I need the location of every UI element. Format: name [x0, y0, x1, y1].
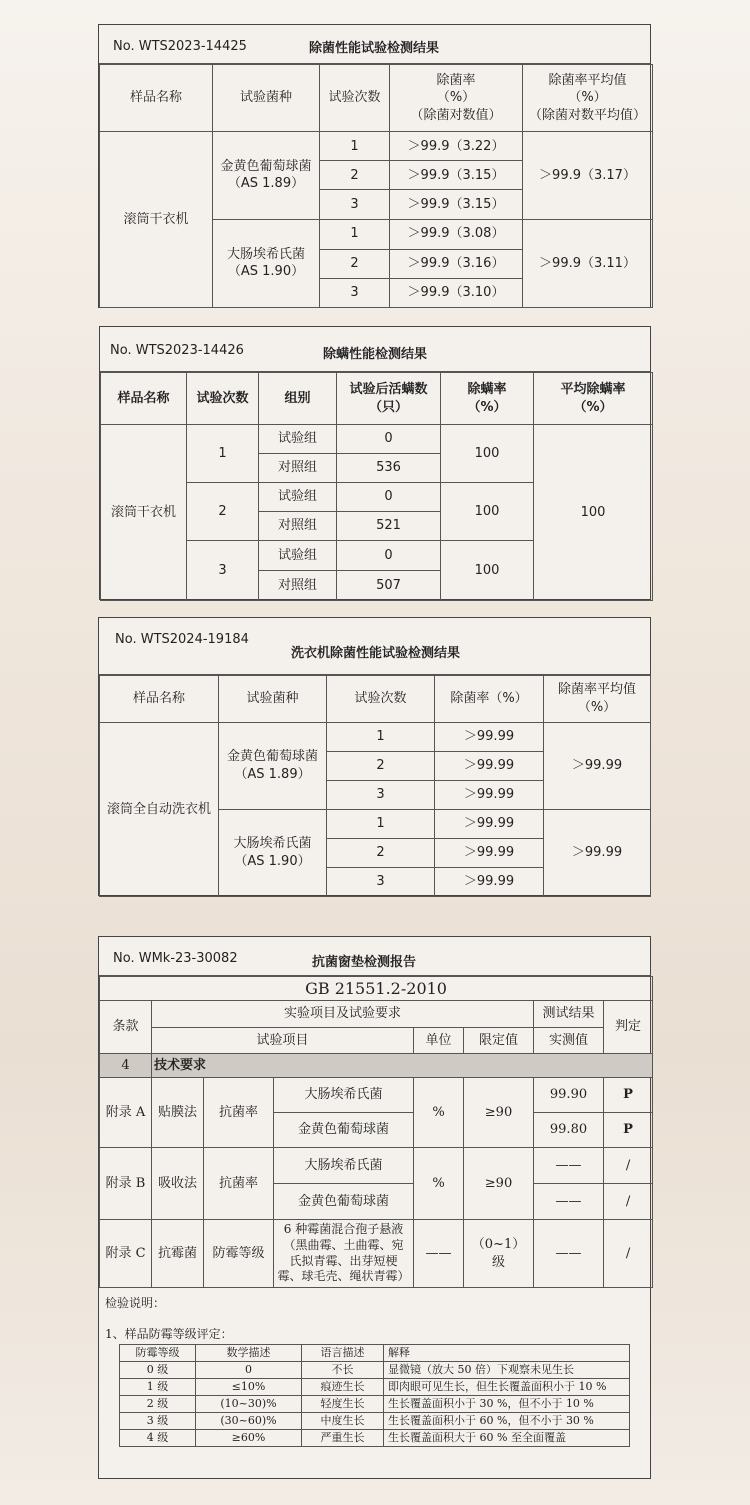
group-label: 试验组	[259, 425, 337, 454]
grade-header: 防霉等级	[120, 1345, 196, 1362]
judge-value: P	[604, 1113, 653, 1148]
limit: ≥90	[464, 1148, 534, 1220]
grade-num: 0	[196, 1362, 302, 1379]
trial-number: 2	[187, 483, 259, 541]
standard-table	[99, 976, 653, 1288]
sample-name: 滚筒干衣机	[100, 132, 213, 308]
report-header	[99, 937, 650, 976]
grade-num: (30~60)%	[196, 1413, 302, 1430]
trial-rate: 100	[441, 541, 534, 601]
trial-rate: ＞99.99	[435, 723, 544, 752]
strain-cell	[213, 219, 320, 307]
header-avg	[534, 373, 653, 425]
sample-name: 滚筒干衣机	[101, 425, 187, 601]
grade: 2 级	[120, 1396, 196, 1413]
appendix-item: 抗菌率	[204, 1078, 274, 1148]
grade-num: (10~30)%	[196, 1396, 302, 1413]
header-avg	[544, 676, 651, 723]
group-label: 对照组	[259, 512, 337, 541]
header-sample: 样品名称	[100, 65, 213, 132]
grade-lang: 轻度生长	[302, 1396, 384, 1413]
avg-rate: ＞99.99	[544, 810, 651, 897]
measured-value: 99.90	[534, 1078, 604, 1113]
grade-explain: 生长覆盖面积小于 30 %，但不小于 10 %	[384, 1396, 630, 1413]
appendix-name: 附录 C	[100, 1220, 152, 1288]
strain-name: 金黄色葡萄球菌	[220, 158, 312, 174]
strain-cell	[213, 132, 320, 219]
strain-cell	[219, 723, 327, 810]
report-antibacterial-window-seal	[98, 936, 651, 1479]
measured-value: 99.80	[534, 1113, 604, 1148]
trial-number: 1	[320, 219, 390, 249]
header-live-line2: （只）	[368, 399, 408, 415]
header-avg-line2: （%）	[573, 399, 613, 415]
report-number: No. WTS2024-19184	[115, 632, 249, 647]
header-rate-line2: （%）	[436, 90, 476, 106]
inspection-notes	[99, 1288, 650, 1447]
report-title: 除螨性能检测结果	[323, 347, 428, 362]
grade-lang: 严重生长	[302, 1430, 384, 1447]
section-number: 4	[100, 1054, 152, 1078]
report-title: 洗衣机除菌性能试验检测结果	[291, 646, 461, 661]
grade: 1 级	[120, 1379, 196, 1396]
header-rate	[441, 373, 534, 425]
grade-explain: 即肉眼可见生长，但生长覆盖面积小于 10 %	[384, 1379, 630, 1396]
trial-rate: ＞99.99	[435, 839, 544, 868]
trial-rate: 100	[441, 483, 534, 541]
trial-number: 2	[327, 752, 435, 781]
trial-rate: ＞99.9（3.16）	[390, 249, 523, 278]
trial-number: 1	[187, 425, 259, 483]
appendix-method: 抗霉菌	[152, 1220, 204, 1288]
trial-number: 2	[320, 249, 390, 278]
header-live	[337, 373, 441, 425]
grade-explain: 显微镜（放大 50 倍）下观察未见生长	[384, 1362, 630, 1379]
strain-name: 金黄色葡萄球菌	[274, 1184, 414, 1220]
strain-name: 大肠埃希氏菌	[233, 836, 312, 852]
results-table	[99, 675, 651, 897]
report-number: No. WMk-23-30082	[113, 951, 238, 966]
judge-value: P	[604, 1078, 653, 1113]
unit: ——	[414, 1220, 464, 1288]
mold-strains-line3: 氏拟青霉、出芽短梗	[289, 1253, 398, 1268]
live-count: 0	[337, 425, 441, 454]
header-avg-line1: 除菌率平均值	[557, 682, 636, 698]
measured-value: ——	[534, 1184, 604, 1220]
grade-header-lang: 语言描述	[302, 1345, 384, 1362]
report-title: 除菌性能试验检测结果	[309, 41, 440, 56]
header-avg	[523, 65, 653, 132]
avg-rate: ＞99.9（3.11）	[523, 219, 653, 307]
report-antimite-dryer	[99, 326, 651, 600]
strain-name: 大肠埃希氏菌	[274, 1148, 414, 1184]
standard-code: GB 21551.2-2010	[100, 977, 653, 1001]
header-sample: 样品名称	[100, 676, 219, 723]
trial-number: 3	[327, 868, 435, 897]
notes-title: 检验说明：	[105, 1296, 166, 1310]
grade-num: ≤10%	[196, 1379, 302, 1396]
unit: %	[414, 1078, 464, 1148]
header-unit: 单位	[414, 1028, 464, 1054]
report-number: No. WTS2023-14425	[113, 39, 247, 54]
header-strain: 试验菌种	[213, 65, 320, 132]
trial-number: 1	[327, 810, 435, 839]
header-measured: 实测值	[534, 1028, 604, 1054]
live-count: 536	[337, 454, 441, 483]
unit: %	[414, 1148, 464, 1220]
report-antibacterial-washer	[98, 617, 651, 896]
strain-name: 大肠埃希氏菌	[274, 1078, 414, 1113]
mold-strains-line4: 霉、球毛壳、绳状青霉）	[277, 1269, 410, 1284]
header-sample: 样品名称	[101, 373, 187, 425]
results-table	[100, 372, 653, 601]
mold-strains-line1: 6 种霉菌混合孢子悬液	[283, 1222, 404, 1237]
strain-name: 金黄色葡萄球菌	[226, 749, 318, 765]
strain-name: 金黄色葡萄球菌	[274, 1113, 414, 1148]
mold-grade-table	[119, 1344, 630, 1447]
trial-number: 2	[327, 839, 435, 868]
trial-number: 1	[320, 132, 390, 161]
grade-header-num: 数学描述	[196, 1345, 302, 1362]
report-number: No. WTS2023-14426	[110, 343, 244, 358]
header-rate-line3: （除菌对数值）	[410, 107, 502, 123]
notes-subtitle: 1、样品防霉等级评定：	[105, 1327, 233, 1341]
report-header	[100, 327, 650, 372]
strain-cell	[219, 810, 327, 897]
grade-explain: 生长覆盖面积小于 60 %，但不小于 30 %	[384, 1413, 630, 1430]
strain-code: （AS 1.90）	[227, 264, 305, 280]
trial-rate: 100	[441, 425, 534, 483]
appendix-item: 抗菌率	[204, 1148, 274, 1220]
sample-name: 滚筒全自动洗衣机	[100, 723, 219, 897]
header-rate: 除菌率（%）	[435, 676, 544, 723]
grade-lang: 痕迹生长	[302, 1379, 384, 1396]
trial-rate: ＞99.99	[435, 810, 544, 839]
header-avg-line3: （除菌对数平均值）	[528, 107, 646, 123]
appendix-method: 贴膜法	[152, 1078, 204, 1148]
strain-code: （AS 1.90）	[234, 854, 311, 869]
measured-value: ——	[534, 1148, 604, 1184]
grade-lang: 不长	[302, 1362, 384, 1379]
header-times: 试验次数	[320, 65, 390, 132]
report-header	[99, 25, 650, 64]
header-rate-line2: （%）	[467, 399, 507, 415]
trial-rate: ＞99.9（3.15）	[390, 190, 523, 219]
strain-code: （AS 1.89）	[234, 767, 311, 782]
grade-lang: 中度生长	[302, 1413, 384, 1430]
header-avg-line2: （%）	[568, 90, 607, 106]
avg-rate: ＞99.9（3.17）	[523, 132, 653, 219]
section-label: 技术要求	[152, 1054, 653, 1078]
trial-number: 3	[320, 278, 390, 307]
header-items-req: 实验项目及试验要求	[152, 1001, 534, 1028]
grade: 4 级	[120, 1430, 196, 1447]
header-group: 组别	[259, 373, 337, 425]
limit: （0~1）级	[464, 1220, 534, 1288]
header-clause: 条款	[100, 1001, 152, 1054]
live-count: 0	[337, 541, 441, 571]
avg-rate: 100	[534, 425, 653, 601]
header-rate-line1: 除菌率	[436, 72, 476, 88]
grade-header-explain: 解释	[384, 1345, 630, 1362]
trial-number: 2	[320, 161, 390, 190]
avg-rate: ＞99.99	[544, 723, 651, 810]
trial-number: 3	[187, 541, 259, 601]
judge-value: /	[604, 1148, 653, 1184]
live-count: 0	[337, 483, 441, 512]
group-label: 试验组	[259, 541, 337, 571]
report-header	[99, 618, 650, 675]
trial-rate: ＞99.9（3.10）	[390, 278, 523, 307]
header-rate-line1: 除螨率	[467, 381, 507, 397]
header-rate	[390, 65, 523, 132]
grade: 3 级	[120, 1413, 196, 1430]
live-count: 521	[337, 512, 441, 541]
trial-rate: ＞99.99	[435, 752, 544, 781]
header-live-line1: 试验后活螨数	[349, 381, 428, 397]
group-label: 对照组	[259, 454, 337, 483]
judge-value: /	[604, 1184, 653, 1220]
report-antibacterial-dryer	[98, 24, 651, 308]
report-title: 抗菌窗垫检测报告	[312, 955, 417, 970]
trial-rate: ＞99.9（3.22）	[390, 132, 523, 161]
measured-value: ——	[534, 1220, 604, 1288]
mold-strains	[274, 1220, 414, 1288]
header-strain: 试验菌种	[219, 676, 327, 723]
limit: ≥90	[464, 1078, 534, 1148]
live-count: 507	[337, 571, 441, 601]
appendix-method: 吸收法	[152, 1148, 204, 1220]
header-judge: 判定	[604, 1001, 653, 1054]
trial-number: 3	[327, 781, 435, 810]
header-result: 测试结果	[534, 1001, 604, 1028]
judge-value: /	[604, 1220, 653, 1288]
header-limit: 限定值	[464, 1028, 534, 1054]
appendix-item: 防霉等级	[204, 1220, 274, 1288]
strain-name: 大肠埃希氏菌	[226, 246, 305, 262]
trial-rate: ＞99.9（3.15）	[390, 161, 523, 190]
mold-strains-line2: （黑曲霉、土曲霉、宛	[283, 1237, 404, 1252]
trial-number: 1	[327, 723, 435, 752]
grade-explain: 生长覆盖面积大于 60 % 至全面覆盖	[384, 1430, 630, 1447]
results-table	[99, 64, 653, 308]
header-avg-line2: （%）	[577, 700, 617, 715]
header-item: 试验项目	[152, 1028, 414, 1054]
header-times: 试验次数	[187, 373, 259, 425]
header-times: 试验次数	[327, 676, 435, 723]
header-avg-line1: 除菌率平均值	[548, 72, 627, 88]
group-label: 对照组	[259, 571, 337, 601]
trial-number: 3	[320, 190, 390, 219]
appendix-name: 附录 B	[100, 1148, 152, 1220]
grade: 0 级	[120, 1362, 196, 1379]
appendix-name: 附录 A	[100, 1078, 152, 1148]
group-label: 试验组	[259, 483, 337, 512]
grade-num: ≥60%	[196, 1430, 302, 1447]
trial-rate: ＞99.99	[435, 868, 544, 897]
trial-rate: ＞99.9（3.08）	[390, 219, 523, 249]
header-avg-line1: 平均除螨率	[560, 381, 626, 397]
trial-rate: ＞99.99	[435, 781, 544, 810]
strain-code: （AS 1.89）	[227, 176, 305, 192]
